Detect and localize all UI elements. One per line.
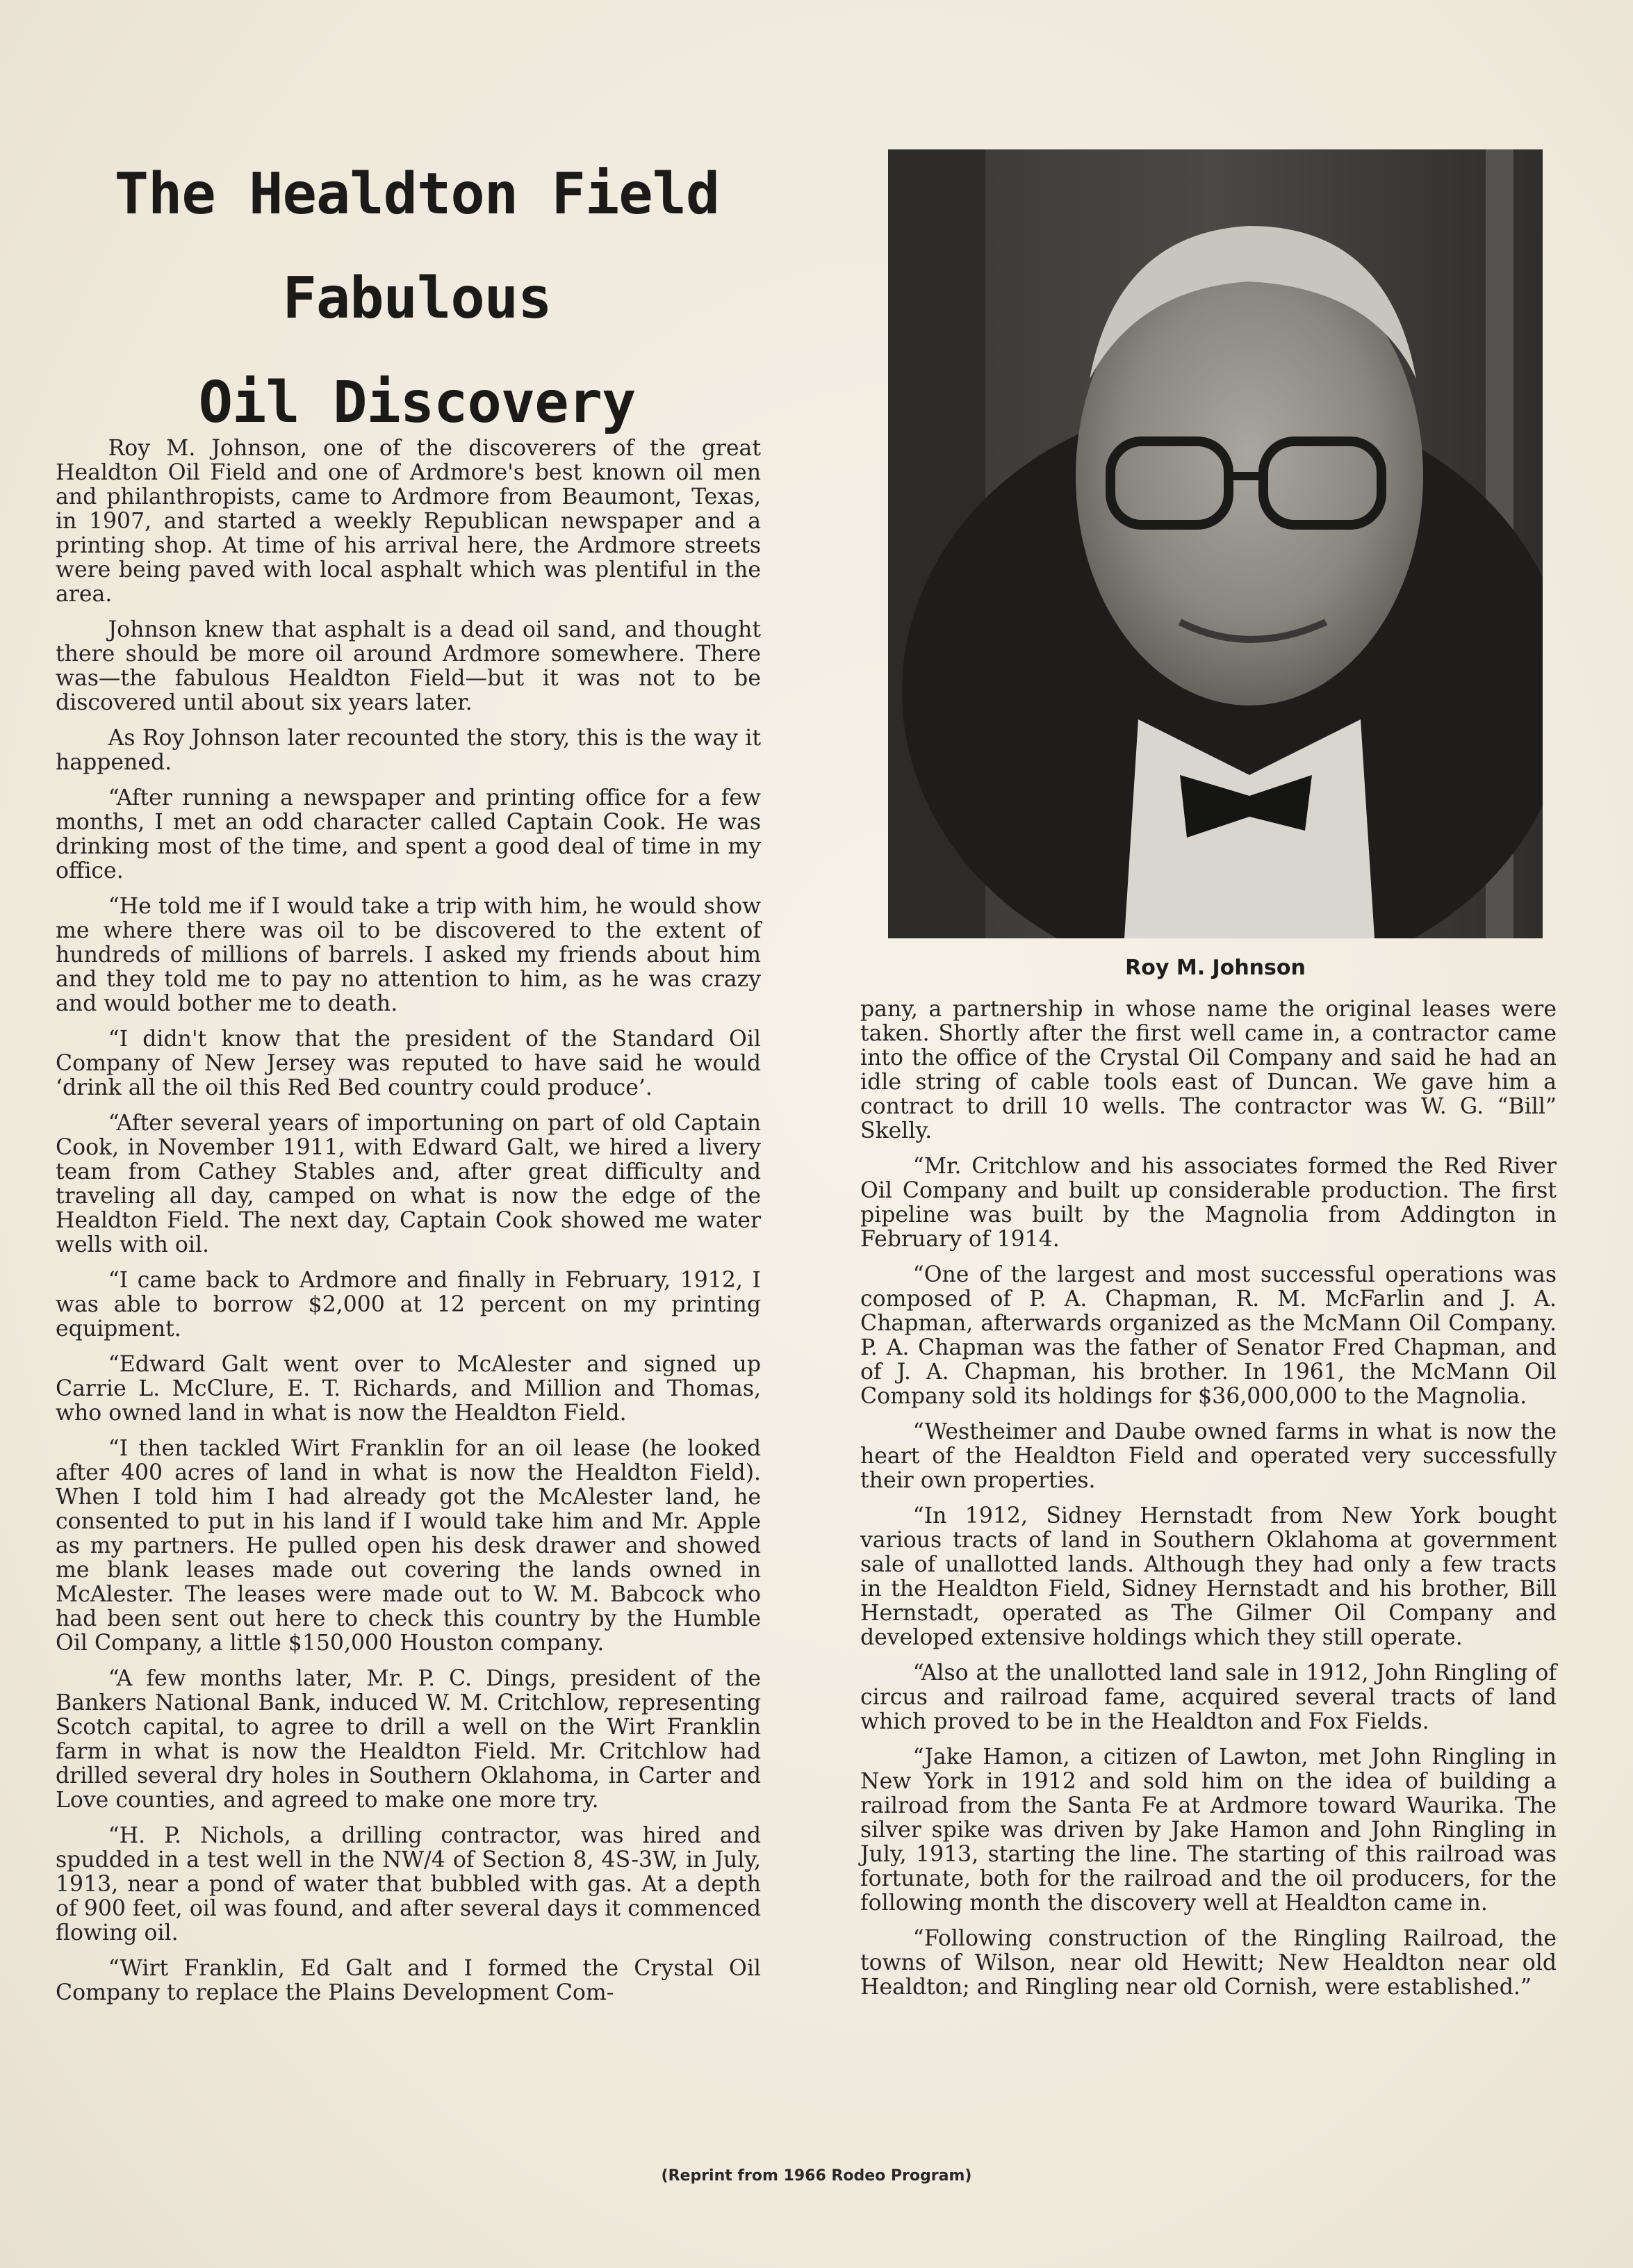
paragraph: “Following construction of the Ringling Railroad, the towns of Wilson, near old Hewitt; New Healdton near old Healdton; and Ringling near old Cornish, were established.” (860, 1926, 1557, 2000)
paragraph: Roy M. Johnson, one of the discoverers of the great Healdton Oil Field and one of Ardmore's best known oil men and philanthropists, came to Ardmore from Beaumont, Texas, in 1907, and started a weekly Republican newspaper and a printing shop. At time of his arrival here, the Ardmore streets were being paved with local asphalt which was plentiful in the area. (56, 436, 761, 607)
article-title (104, 142, 730, 455)
paragraph: “Westheimer and Daube owned farms in what is now the heart of the Healdton Field and operated very successfully their own properties. (860, 1419, 1557, 1493)
paragraph: “One of the largest and most successful operations was composed of P. A. Chapman, R. M. McFarlin and J. A. Chapman, afterwards organized as the McMann Oil Company. P. A. Chapman was the father of Senator Fred Chapman, and of J. A. Chapman, his brother. In 1961, the McMann Oil Company sold its holdings for $36,000,000 to the Magnolia. (860, 1262, 1557, 1409)
paragraph: “I didn't know that the president of the Standard Oil Company of New Jersey was reputed to have said he would ‘drink all the oil this Red Bed country could produce’. (56, 1027, 761, 1100)
paragraph: “After several years of importuning on part of old Captain Cook, in November 1911, with Edward Galt, we hired a livery team from Cathey Stables and, after great difficulty and traveling all day, camped on what is now the edge of the Healdton Field. The next day, Captain Cook showed me water wells with oil. (56, 1111, 761, 1257)
paragraph: “Jake Hamon, a citizen of Lawton, met John Ringling in New York in 1912 and sold him on the idea of building a railroad from the Santa Fe at Ardmore toward Waurika. The silver spike was driven by Jake Hamon and John Ringling in July, 1913, starting the line. The starting of this railroad was fortunate, both for the railroad and the oil producers, for the following month the discovery well at Healdton came in. (860, 1745, 1557, 1916)
paragraph: “Wirt Franklin, Ed Galt and I formed the Crystal Oil Company to replace the Plains Development Com- (56, 1956, 761, 2005)
paragraph: “Also at the unallotted land sale in 1912, John Ringling of circus and railroad fame, acquired several tracts of land which proved to be in the Healdton and Fox Fields. (860, 1661, 1557, 1734)
paragraph: “Edward Galt went over to McAlester and signed up Carrie L. McClure, E. T. Richards, and Million and Thomas, who owned land in what is now the Healdton Field. (56, 1352, 761, 1426)
portrait-image (888, 149, 1543, 938)
paragraph: “Mr. Critchlow and his associates formed the Red River Oil Company and built up considerable production. The first pipeline was built by the Magnolia from Addington in February of 1914. (860, 1154, 1557, 1252)
title-line: Fabulous (282, 266, 552, 332)
photo-caption: Roy M. Johnson (1125, 956, 1306, 980)
paragraph: “A few months later, Mr. P. C. Dings, president of the Bankers National Bank, induced W. M. Critchlow, representing Scotch capital, to agree to drill a well on the Wirt Franklin farm in what is now the Healdton Field. Mr. Critchlow had drilled several dry holes in Southern Oklahoma, in Carter and Love counties, and agreed to make one more try. (56, 1666, 761, 1813)
paragraph: “In 1912, Sidney Hernstadt from New York bought various tracts of land in Southern Oklahoma at government sale of unallotted lands. Although they had only a few tracts in the Healdton Field, Sidney Hernstadt and his brother, Bill Hernstadt, operated as The Gilmer Oil Company and developed extensive holdings which they still operate. (860, 1503, 1557, 1650)
paragraph: “I came back to Ardmore and finally in February, 1912, I was able to borrow $2,000 at 12 percent on my printing equipment. (56, 1268, 761, 1341)
paragraph: “After running a newspaper and printing office for a few months, I met an odd character called Captain Cook. He was drinking most of the time, and spent a good deal of time in my office. (56, 785, 761, 883)
paragraph: Johnson knew that asphalt is a dead oil sand, and thought there should be more oil around Ardmore somewhere. There was—the fabulous Healdton Field—but it was not to be discovered until about six years later. (56, 617, 761, 715)
left-column (56, 437, 761, 2016)
paragraph: “H. P. Nichols, a drilling contractor, was hired and spudded in a test well in the NW/4 of Section 8, 4S-3W, in July, 1913, near a pond of water that bubbled with gas. At a depth of 900 feet, oil was found, and after several days it commenced flowing oil. (56, 1823, 761, 1945)
title-line: The Healdton Field (114, 161, 720, 227)
paragraph: “I then tackled Wirt Franklin for an oil lease (he looked after 400 acres of land in what is now the Healdton Field). When I told him I had already got the McAlester land, he consented to put in his land if I would take him and Mr. Apple as my partners. He pulled open his desk drawer and showed me blank leases made out covering the lands owned in McAlester. The leases were made out to W. M. Babcock who had been sent out here to check this country by the Humble Oil Company, a little $150,000 Houston company. (56, 1436, 761, 1656)
portrait-photo (888, 149, 1543, 938)
right-column (860, 997, 1557, 2011)
paragraph: pany, a partnership in whose name the original leases were taken. Shortly after the first well came in, a contractor came into the office of the Crystal Oil Company and said he had an idle string of cable tools east of Duncan. We gave him a contract to drill 10 wells. The contractor was W. G. “Bill” Skelly. (860, 997, 1557, 1143)
paragraph: “He told me if I would take a trip with him, he would show me where there was oil to be discovered to the extent of hundreds of millions of barrels. I asked my friends about him and they told me to pay no attention to him, as he was crazy and would bother me to death. (56, 894, 761, 1016)
reprint-footer: (Reprint from 1966 Rodeo Program) (661, 2167, 972, 2185)
paragraph: As Roy Johnson later recounted the story, this is the way it happened. (56, 726, 761, 775)
title-line: Oil Discovery (198, 370, 636, 436)
